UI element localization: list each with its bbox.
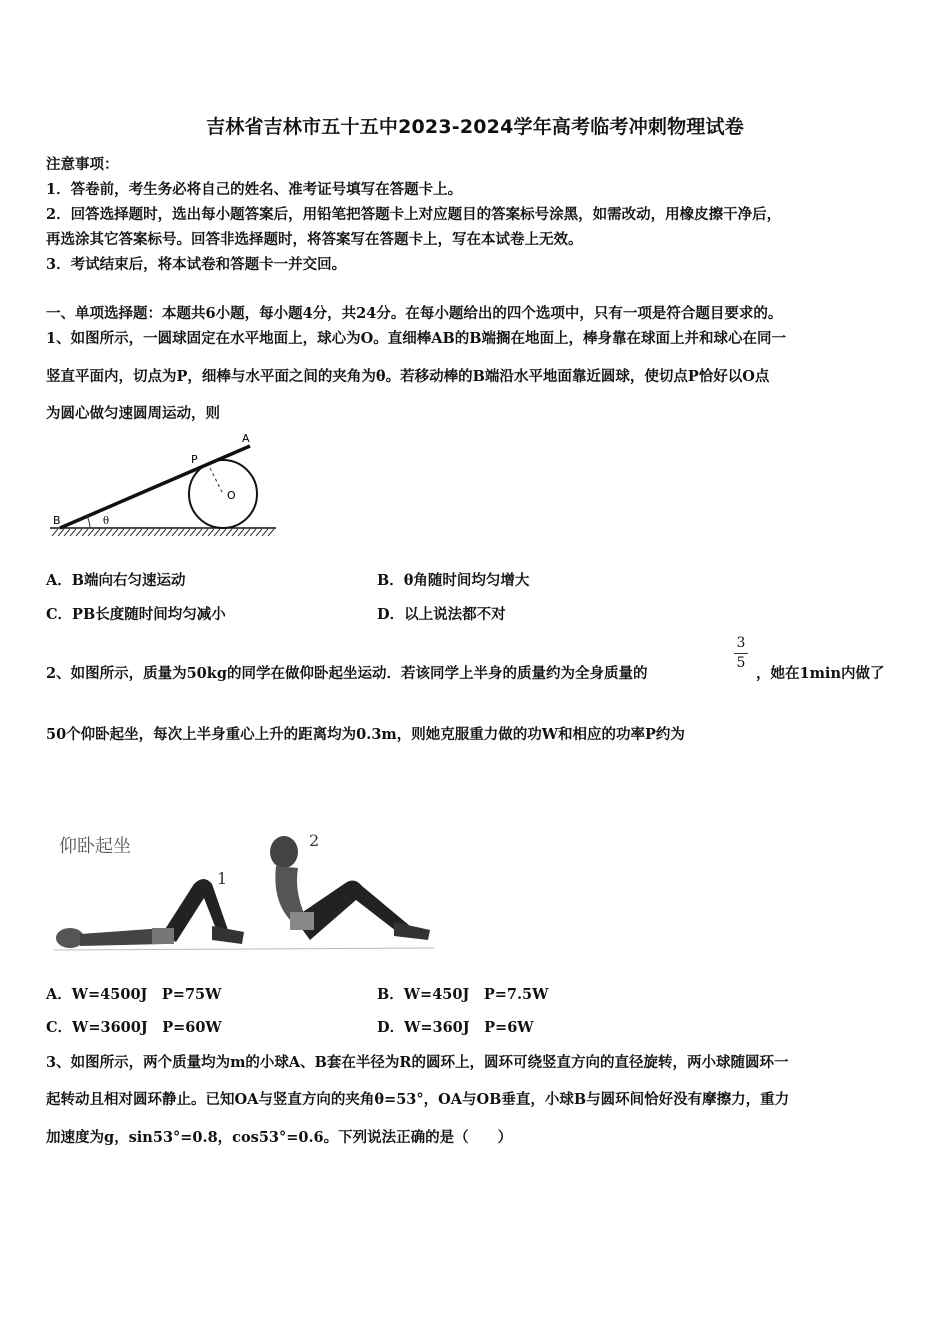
figure-2-situp (270, 836, 430, 940)
q3-line-3: 加速度为g，sin53°=0.8，cos53°=0.6。下列说法正确的是（ ） (46, 1129, 513, 1146)
radius-op (210, 468, 223, 494)
q2-option-a: A．W=4500J P=75W (46, 986, 222, 1003)
label-b: B (53, 514, 61, 527)
photo-label-2: 2 (309, 831, 320, 850)
q2-option-b: B．W=450J P=7.5W (377, 986, 549, 1003)
q2-line-2: 50个仰卧起坐，每次上半身重心上升的距离均为0.3m，则她克服重力做的功W和相应的功率P约为 (46, 726, 685, 743)
q1-option-d: D．以上说法都不对 (377, 606, 506, 623)
q1-option-c: C．PB长度随时间均匀减小 (46, 606, 226, 623)
label-p: P (191, 453, 198, 466)
q1-line-2: 竖直平面内，切点为P，细棒与水平面之间的夹角为θ。若移动棒的B端沿水平地面靠近圆球，使切点P恰好以O点 (46, 368, 770, 385)
situp-photo (44, 822, 444, 966)
q1-option-a: A．B端向右匀速运动 (46, 572, 186, 589)
figure-1-lying (56, 879, 244, 948)
label-theta: θ (103, 516, 110, 527)
photo-label-1: 1 (217, 869, 228, 888)
q1-line-3: 为圆心做匀速圆周运动，则 (46, 405, 220, 422)
rod-ab (60, 446, 250, 528)
ground-hatching (52, 529, 274, 536)
angle-arc (87, 516, 90, 528)
label-o: O (227, 489, 236, 502)
q2-fraction (734, 636, 748, 671)
notice-item-1: 1．答卷前，考生务必将自己的姓名、准考证号填写在答题卡上。 (46, 181, 463, 198)
q1-option-b: B．θ角随时间均匀增大 (377, 572, 530, 589)
q2-line-1-start: 2、如图所示，质量为50kg的同学在做仰卧起坐运动．若该同学上半身的质量约为全身质量的 (46, 665, 648, 682)
label-a: A (242, 432, 250, 445)
notice-heading: 注意事项： (46, 156, 119, 173)
q1-figure (44, 428, 284, 548)
q2-option-d: D．W=360J P=6W (377, 1019, 534, 1036)
fraction-denominator: 5 (736, 655, 746, 671)
q1-line-1: 1、如图所示，一圆球固定在水平地面上，球心为O。直细棒AB的B端搁在地面上，棒身靠在球面上并和球心在同一 (46, 330, 786, 347)
fraction-numerator: 3 (736, 635, 746, 651)
q3-line-2: 起转动且相对圆环静止。已知OA与竖直方向的夹角θ=53°，OA与OB垂直，小球B与圆环间恰好没有摩擦力，重力 (46, 1091, 790, 1108)
photo-caption: 仰卧起坐 (59, 836, 131, 857)
notice-item-2: 2．回答选择题时，选出每小题答案后，用铅笔把答题卡上对应题目的答案标号涂黑，如需改动，用橡皮擦干净后， (46, 206, 782, 223)
q2-option-c: C．W=3600J P=60W (46, 1019, 222, 1036)
notice-item-3: 3．考试结束后，将本试卷和答题卡一并交回。 (46, 256, 347, 273)
notice-item-2-cont: 再选涂其它答案标号。回答非选择题时，将答案写在答题卡上，写在本试卷上无效。 (46, 231, 583, 248)
q2-line-1-end: ，她在1min内做了 (756, 665, 885, 682)
page-title: 吉林省吉林市五十五中2023-2024学年高考临考冲刺物理试卷 (206, 116, 744, 138)
q3-line-1: 3、如图所示，两个质量均为m的小球A、B套在半径为R的圆环上，圆环可绕竖直方向的直径旋转，两小球随圆环一 (46, 1054, 789, 1071)
section-heading: 一、单项选择题：本题共6小题，每小题4分，共24分。在每小题给出的四个选项中，只有一项是符合题目要求的。 (46, 305, 783, 322)
